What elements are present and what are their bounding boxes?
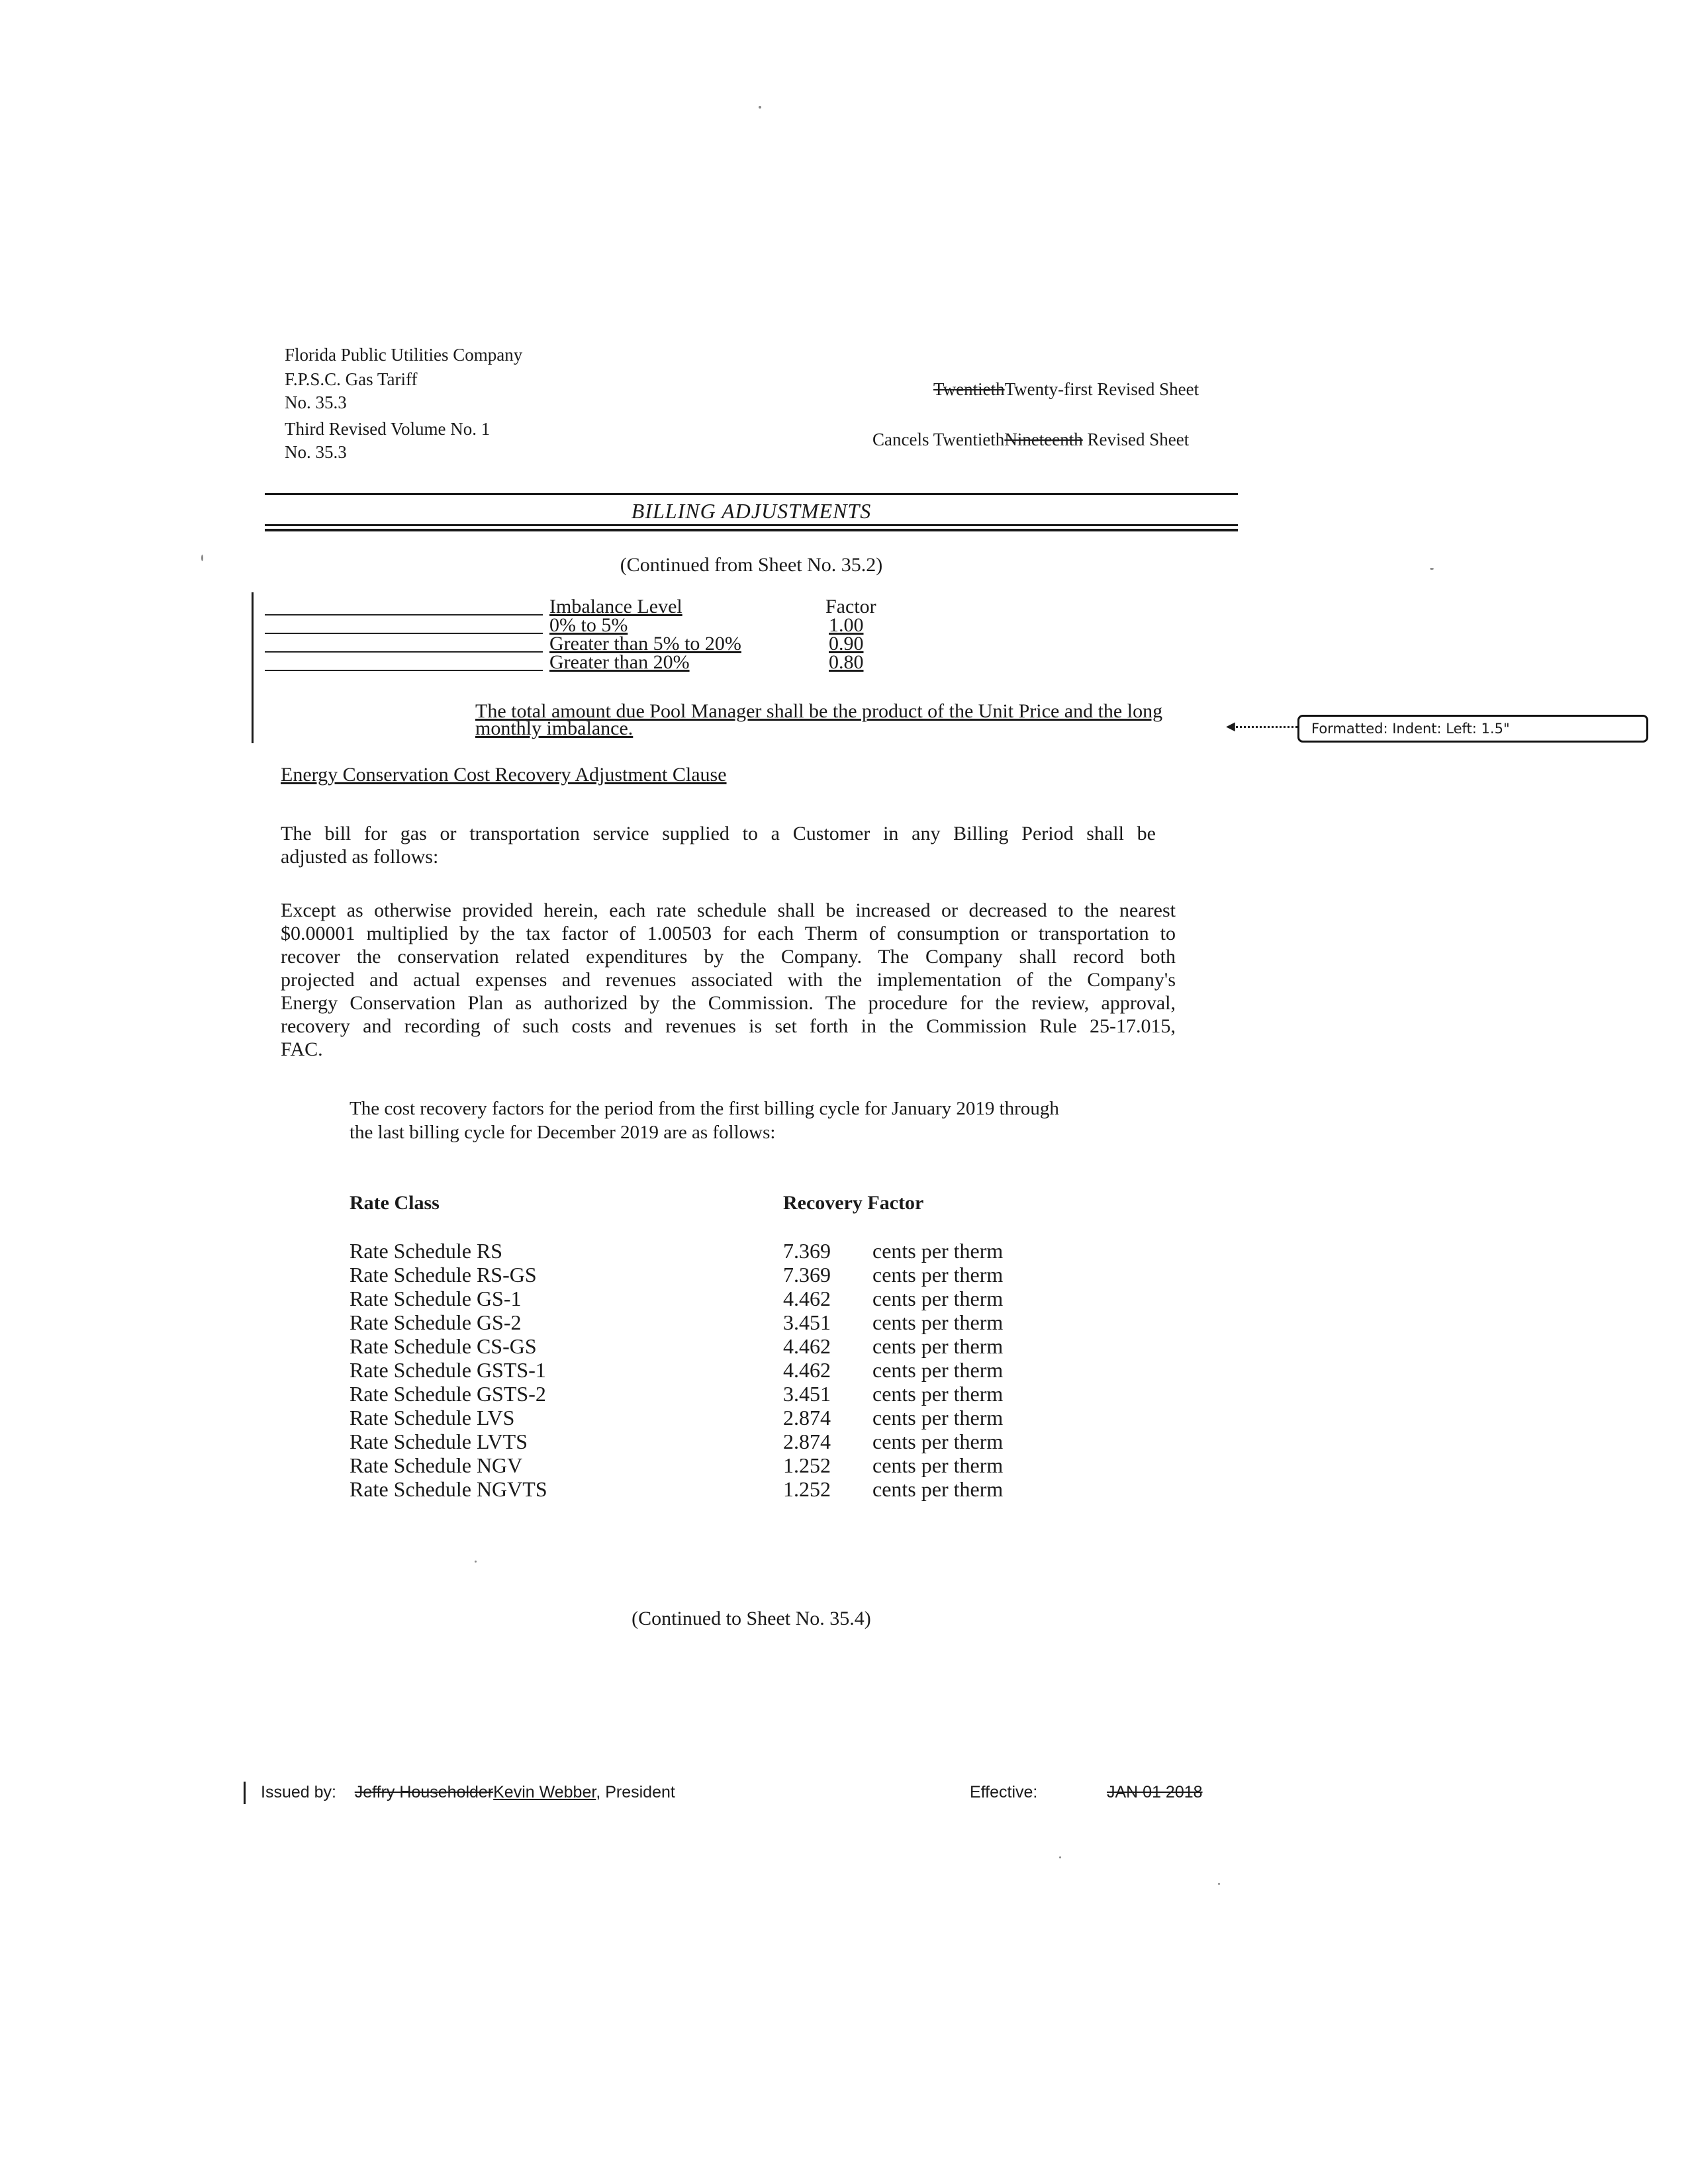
rate-name: Rate Schedule GSTS-2	[350, 1382, 546, 1406]
scan-speck	[1218, 1883, 1220, 1885]
rate-unit: cents per therm	[872, 1239, 1004, 1263]
paragraph-line: Energy Conservation Plan as authorized by the Commission. The procedure for the review, approval,	[281, 992, 1176, 1014]
continued-from: (Continued from Sheet No. 35.2)	[620, 554, 883, 576]
rate-value: 3.451	[783, 1382, 831, 1406]
imbalance-factor: 0.90	[829, 633, 864, 655]
scan-speck	[475, 1561, 477, 1563]
paragraph-line: projected and actual expenses and revenues associated with the implementation of the Company's	[281, 969, 1176, 991]
issuer-deleted: Jeffry Householder	[354, 1783, 494, 1801]
rate-row	[350, 1239, 1078, 1263]
paragraph-period-line-2: the last billing cycle for December 2019 are as follows:	[350, 1122, 776, 1143]
rate-unit: cents per therm	[872, 1334, 1004, 1358]
rate-row	[350, 1453, 1078, 1477]
effective-label: Effective:	[970, 1783, 1038, 1801]
rate-row	[350, 1310, 1078, 1334]
cancels-suffix: Revised Sheet	[1082, 430, 1190, 449]
imbalance-level: Greater than 20%	[549, 651, 690, 673]
company-name: Florida Public Utilities Company	[285, 345, 523, 365]
rate-name: Rate Schedule GSTS-1	[350, 1358, 546, 1382]
rate-row	[350, 1430, 1078, 1453]
tariff-number: No. 35.3	[285, 392, 347, 412]
revised-sheet-label	[933, 377, 1199, 401]
imbalance-row	[265, 653, 887, 672]
paragraph-line: recover the conservation related expenditures by the Company. The Company shall record both	[281, 946, 1176, 968]
rate-value: 7.369	[783, 1263, 831, 1287]
imbalance-level: 0% to 5%	[549, 614, 628, 636]
section-heading: Energy Conservation Cost Recovery Adjustment Clause	[281, 764, 727, 786]
rate-row	[350, 1287, 1078, 1310]
rate-name: Rate Schedule CS-GS	[350, 1334, 537, 1358]
rate-name: Rate Schedule LVS	[350, 1406, 515, 1430]
rate-row	[350, 1406, 1078, 1430]
rate-row	[350, 1477, 1078, 1501]
rate-unit: cents per therm	[872, 1310, 1004, 1334]
rate-row	[350, 1382, 1078, 1406]
rate-value: 4.462	[783, 1287, 831, 1310]
rate-unit: cents per therm	[872, 1382, 1004, 1406]
revised-sheet-deleted: Twentieth	[933, 379, 1005, 399]
paragraph-line: $0.00001 multiplied by the tax factor of 1.00503 for each Therm of consumption or transportation to	[281, 923, 1176, 944]
revised-sheet-inserted: Twenty-first Revised Sheet	[1004, 379, 1199, 399]
rate-value: 3.451	[783, 1310, 831, 1334]
continued-to: (Continued to Sheet No. 35.4)	[632, 1608, 871, 1629]
rate-table-header-class: Rate Class	[350, 1192, 440, 1214]
scan-speck	[201, 555, 203, 561]
arrow-left-icon: ◀	[1226, 719, 1235, 733]
rate-unit: cents per therm	[872, 1453, 1004, 1477]
scan-speck	[1430, 568, 1434, 570]
rate-row	[350, 1263, 1078, 1287]
cancels-deleted: Nineteenth	[1004, 430, 1083, 449]
tariff-name: F.P.S.C. Gas Tariff	[285, 369, 418, 389]
rate-table-header-factor: Recovery Factor	[783, 1192, 924, 1214]
rate-value: 2.874	[783, 1430, 831, 1453]
rate-name: Rate Schedule LVTS	[350, 1430, 528, 1453]
page-title: BILLING ADJUSTMENTS	[631, 499, 872, 523]
issuer-inserted: Kevin Webber	[493, 1783, 596, 1801]
paragraph-line: Except as otherwise provided herein, each rate schedule shall be increased or decreased to the nearest	[281, 899, 1176, 921]
paragraph-conservation	[281, 899, 1176, 1061]
rate-name: Rate Schedule RS	[350, 1239, 503, 1263]
rate-value: 2.874	[783, 1406, 831, 1430]
volume-name: Third Revised Volume No. 1	[285, 419, 491, 439]
rate-unit: cents per therm	[872, 1430, 1004, 1453]
rate-value: 1.252	[783, 1477, 831, 1501]
cancels-sheet-label	[872, 428, 1189, 451]
footer-change-bar	[244, 1782, 246, 1804]
title-bottom-rule-2	[265, 529, 1238, 531]
scan-speck	[1059, 1856, 1061, 1858]
rate-name: Rate Schedule RS-GS	[350, 1263, 537, 1287]
rate-unit: cents per therm	[872, 1263, 1004, 1287]
change-bar	[252, 592, 254, 743]
issued-by	[261, 1780, 675, 1804]
title-top-rule	[265, 493, 1238, 495]
paragraph-line: recovery and recording of such costs and revenues is set forth in the Commission Rule 25-17.015,	[281, 1015, 1176, 1037]
paragraph-billing	[281, 822, 1156, 868]
balloon-connector	[1233, 726, 1297, 728]
rate-row	[350, 1334, 1078, 1358]
cancels-prefix: Cancels Twentieth	[872, 430, 1005, 449]
rate-unit: cents per therm	[872, 1358, 1004, 1382]
rate-value: 7.369	[783, 1239, 831, 1263]
rate-value: 4.462	[783, 1358, 831, 1382]
imbalance-header-factor: Factor	[825, 596, 876, 617]
rate-name: Rate Schedule GS-1	[350, 1287, 522, 1310]
rate-row	[350, 1358, 1078, 1382]
rate-unit: cents per therm	[872, 1406, 1004, 1430]
rate-value: 1.252	[783, 1453, 831, 1477]
imbalance-level: Greater than 5% to 20%	[549, 633, 741, 655]
issuer-suffix: , President	[596, 1783, 675, 1801]
title-bottom-rule-1	[265, 524, 1238, 526]
formatting-comment-balloon[interactable]: Formatted: Indent: Left: 1.5"	[1297, 715, 1648, 743]
effective-date-deleted: JAN 01 2018	[1107, 1783, 1203, 1801]
pool-manager-line-1: The total amount due Pool Manager shall be the product of the Unit Price and the long	[475, 700, 1163, 722]
rate-name: Rate Schedule GS-2	[350, 1310, 522, 1334]
issued-by-label: Issued by:	[261, 1783, 336, 1801]
imbalance-row-line	[265, 670, 543, 671]
paragraph-billing-line-2: adjusted as follows:	[281, 846, 439, 868]
rate-unit: cents per therm	[872, 1287, 1004, 1310]
paragraph-period	[350, 1097, 1059, 1144]
rate-name: Rate Schedule NGVTS	[350, 1477, 547, 1501]
scan-speck	[759, 106, 761, 109]
imbalance-factor: 1.00	[829, 614, 864, 636]
rate-value: 4.462	[783, 1334, 831, 1358]
volume-number: No. 35.3	[285, 442, 347, 462]
paragraph-period-line-1: The cost recovery factors for the period from the first billing cycle for January 2019 through	[350, 1098, 1059, 1119]
paragraph-billing-line-1: The bill for gas or transportation service supplied to a Customer in any Billing Period shall be	[281, 823, 1156, 844]
pool-manager-line-2: monthly imbalance.	[475, 717, 633, 739]
imbalance-factor: 0.80	[829, 651, 864, 673]
rate-name: Rate Schedule NGV	[350, 1453, 523, 1477]
paragraph-line: FAC.	[281, 1038, 323, 1060]
rate-unit: cents per therm	[872, 1477, 1004, 1501]
imbalance-header-level: Imbalance Level	[549, 596, 682, 617]
